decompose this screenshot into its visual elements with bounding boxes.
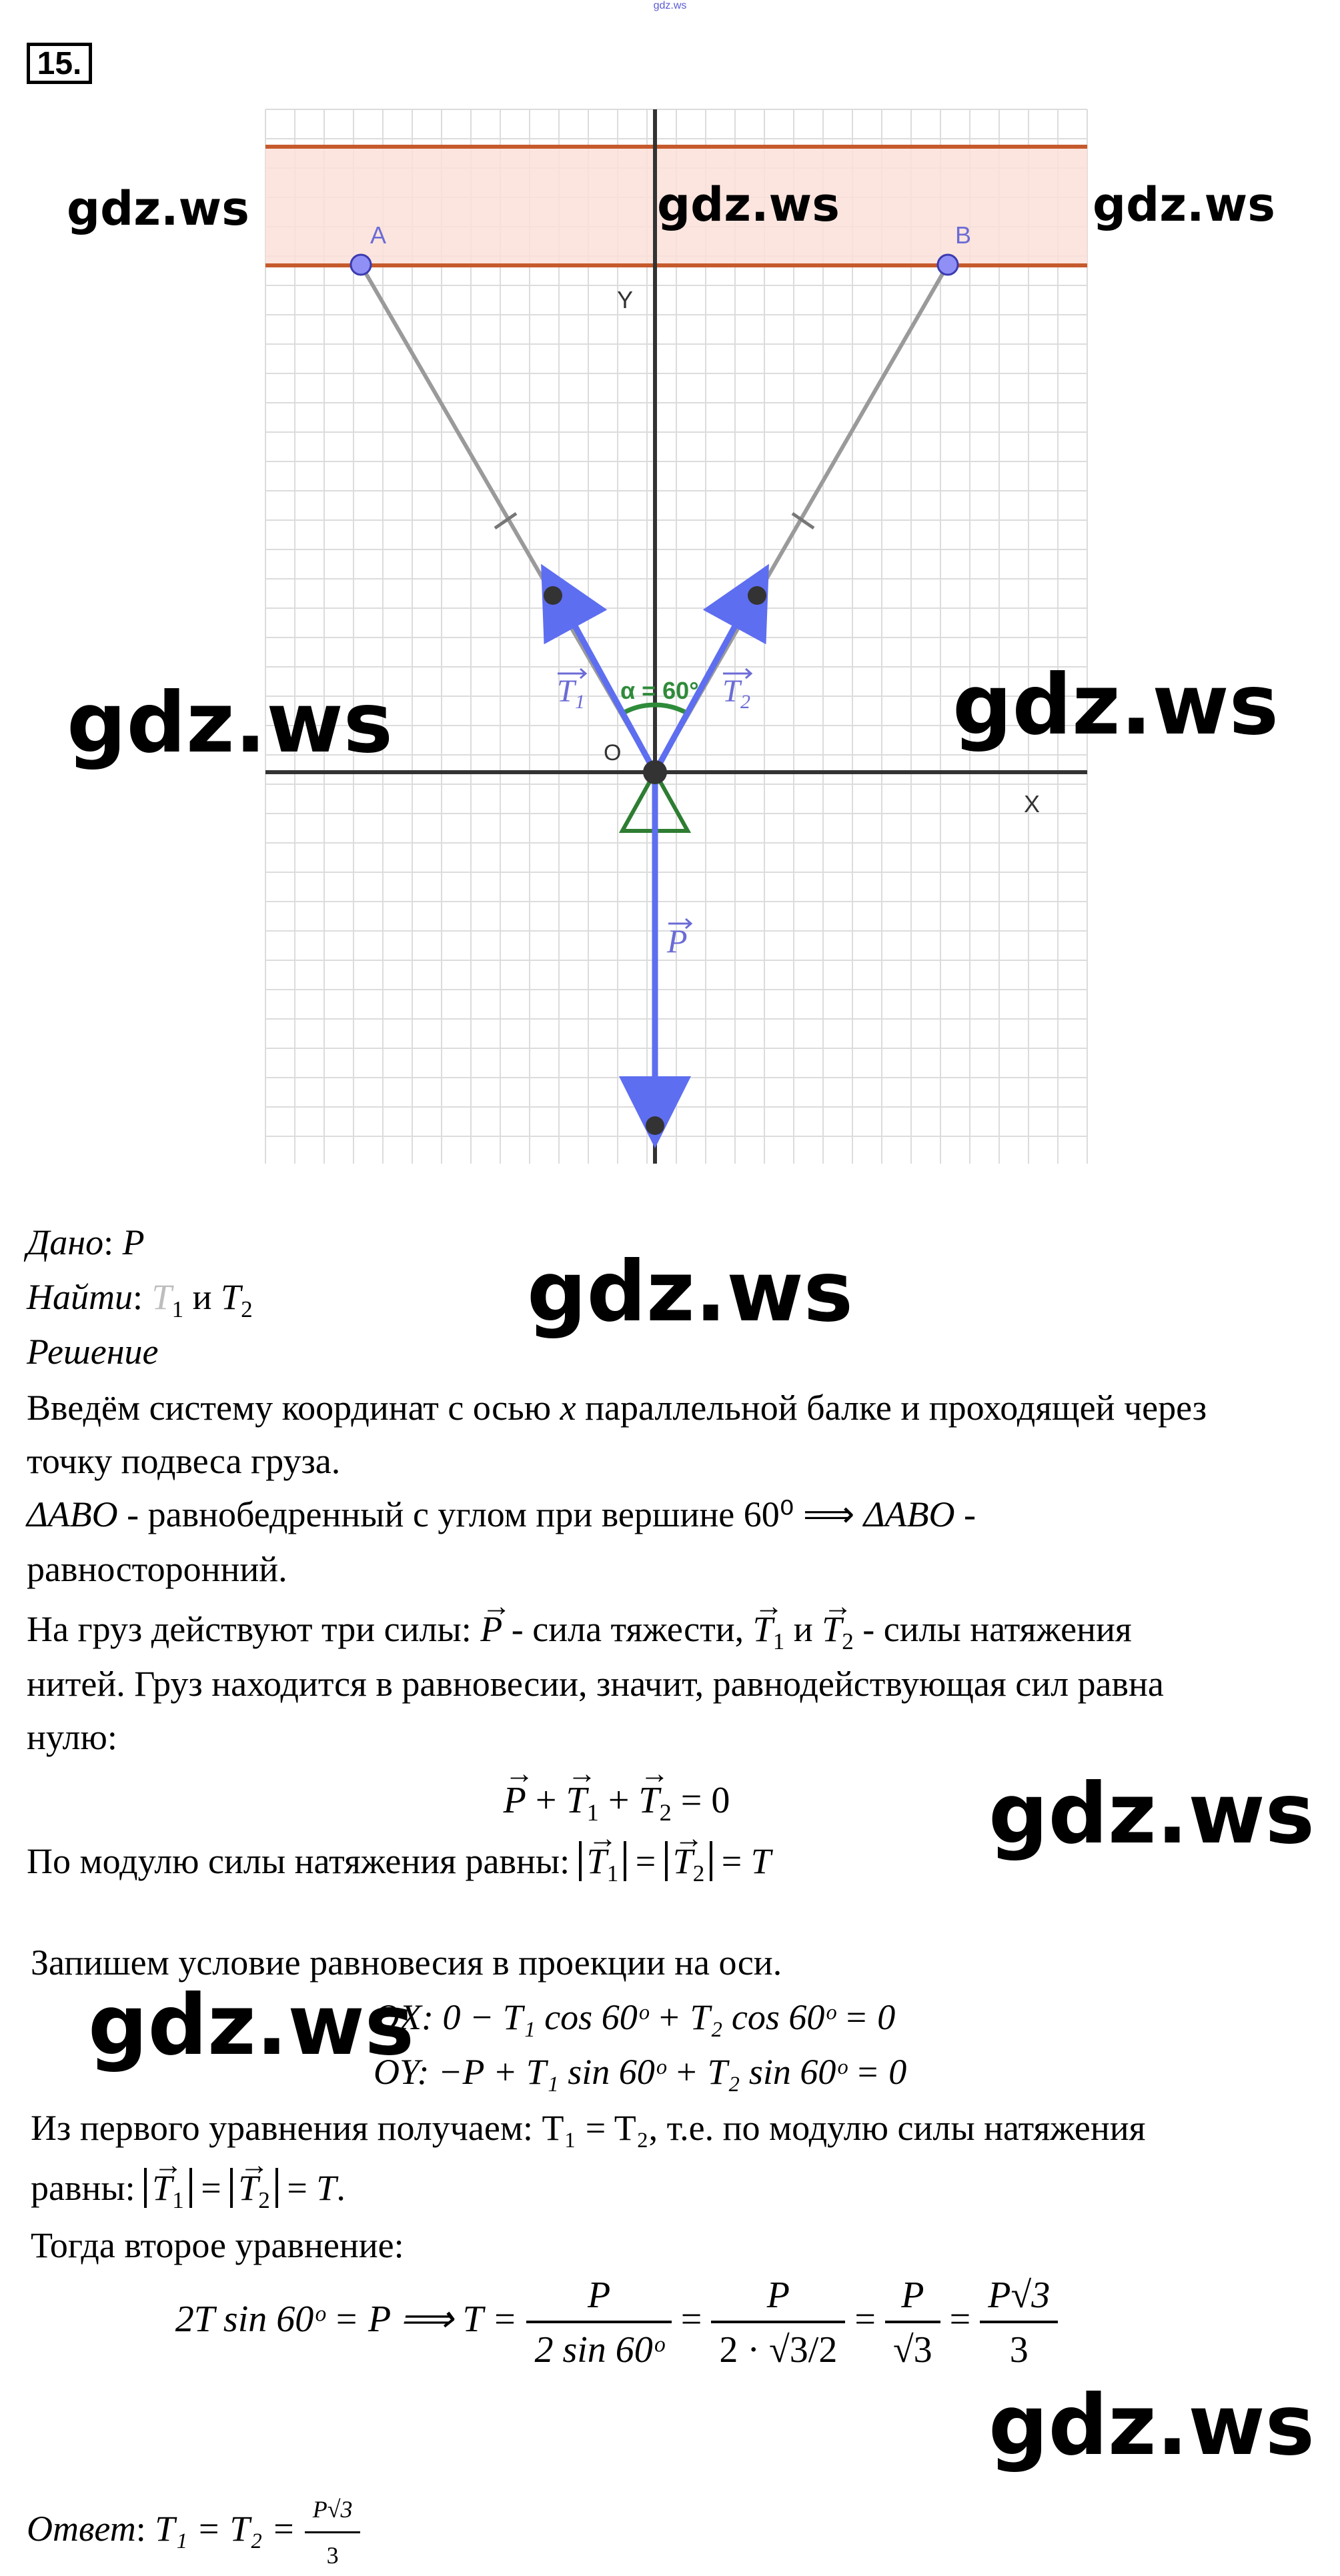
paragraph-1-line-1: Введём систему координат с осью x параллельной балке и проходящей через [27,1388,1207,1428]
label-o: O [604,740,622,766]
svg-text:P: P [667,922,688,960]
watermark: gdz.ws [527,1244,854,1340]
equation-oy: OY: −P + T₁ sin 60ᵒ + T₂ sin 60ᵒ = 0 [374,2052,907,2092]
label-x: X [1024,790,1041,818]
watermark: gdz.ws [1093,177,1275,232]
answer-line: Ответ: T₁ = T₂ = $\frac{P√3}{3}$ [27,2489,360,2576]
label-a: A [370,221,387,249]
paragraph-2-line-1: ΔABO - равнобедренный с углом при вершине 60⁰ ⟹ ΔABO - [27,1494,976,1534]
paragraph-4: По модулю силы натяжения равны: → $T_1$ = → $T_2 = T$ [27,1840,771,1894]
top-watermark-mark: gdz.ws [653,0,687,11]
paragraph-3-line-1: На груз действуют три силы: → P - сила тяжести, → $T_1$ $и \to T_2$ - силы натяжения [27,1608,1132,1662]
equation-vector-sum: → P + → $T_1$ + → $T_2 = 0$ [0,1779,1287,1826]
paragraph-3-line-2: нитей. Груз находится в равновесии, значит, равнодействующая сил равна [27,1664,1164,1704]
paragraph-2-line-2: равносторонний. [27,1549,287,1589]
paragraph-5: Запишем условие равновесия в проекции на оси. [31,1943,782,1983]
point-b [938,255,958,275]
point-p-end [646,1116,664,1135]
force-diagram [0,0,1340,1174]
paragraph-6-line-1: Из первого уравнения получаем: T₁ = T₂, т.е. по модулю силы натяжения [31,2108,1146,2148]
point-t1-end [544,586,562,605]
svg-text:T: T [722,674,740,709]
svg-text:1: 1 [575,691,585,713]
watermark: gdz.ws [988,2377,1315,2474]
point-o [643,760,667,784]
watermark: gdz.ws [67,181,249,236]
svg-text:2: 2 [740,691,750,713]
problem-number: 15. [27,43,92,84]
watermark: gdz.ws [88,1977,415,2074]
grid [265,109,1087,1164]
angle-label: α = 60° [620,677,699,704]
label-vector-t1 [557,669,586,713]
label-y: Y [617,286,634,313]
paragraph-1-line-2: точку подвеса груза. [27,1441,341,1481]
paragraph-3-line-3: нулю: [27,1717,117,1757]
label-vector-p [666,919,691,960]
point-a [351,255,371,275]
equation-final: 2T sin 60ᵒ = P ⟹ T = $\frac{P}{\text{2 sin 60ᵒ}}$ = $\frac{P}{2 \cdot √3/2}$ = $\frac{P}{√3}$ = $\frac{P√3}{3}$ [0,2274,1287,2371]
solution-label: Решение [27,1332,159,1372]
label-vector-t2 [722,669,751,713]
paragraph-7: Тогда второе уравнение: [31,2225,404,2265]
label-b: B [955,221,972,249]
watermark: gdz.ws [988,1766,1315,1862]
svg-text:T: T [557,674,575,709]
watermark: gdz.ws [952,657,1279,754]
find-line: Найти: $T_1$ и $T_2$ [27,1277,253,1322]
watermark: gdz.ws [657,177,840,232]
watermark: gdz.ws [67,675,394,772]
equation-ox: OX: 0 − T₁ cos 60ᵒ + T₂ cos 60ᵒ = 0 [374,1997,896,2037]
paragraph-6-line-2: равны: → $T_1$ = → $T_2 = T$. [31,2167,346,2221]
given-line: Дано: P [27,1222,145,1262]
point-t2-end [748,586,766,605]
